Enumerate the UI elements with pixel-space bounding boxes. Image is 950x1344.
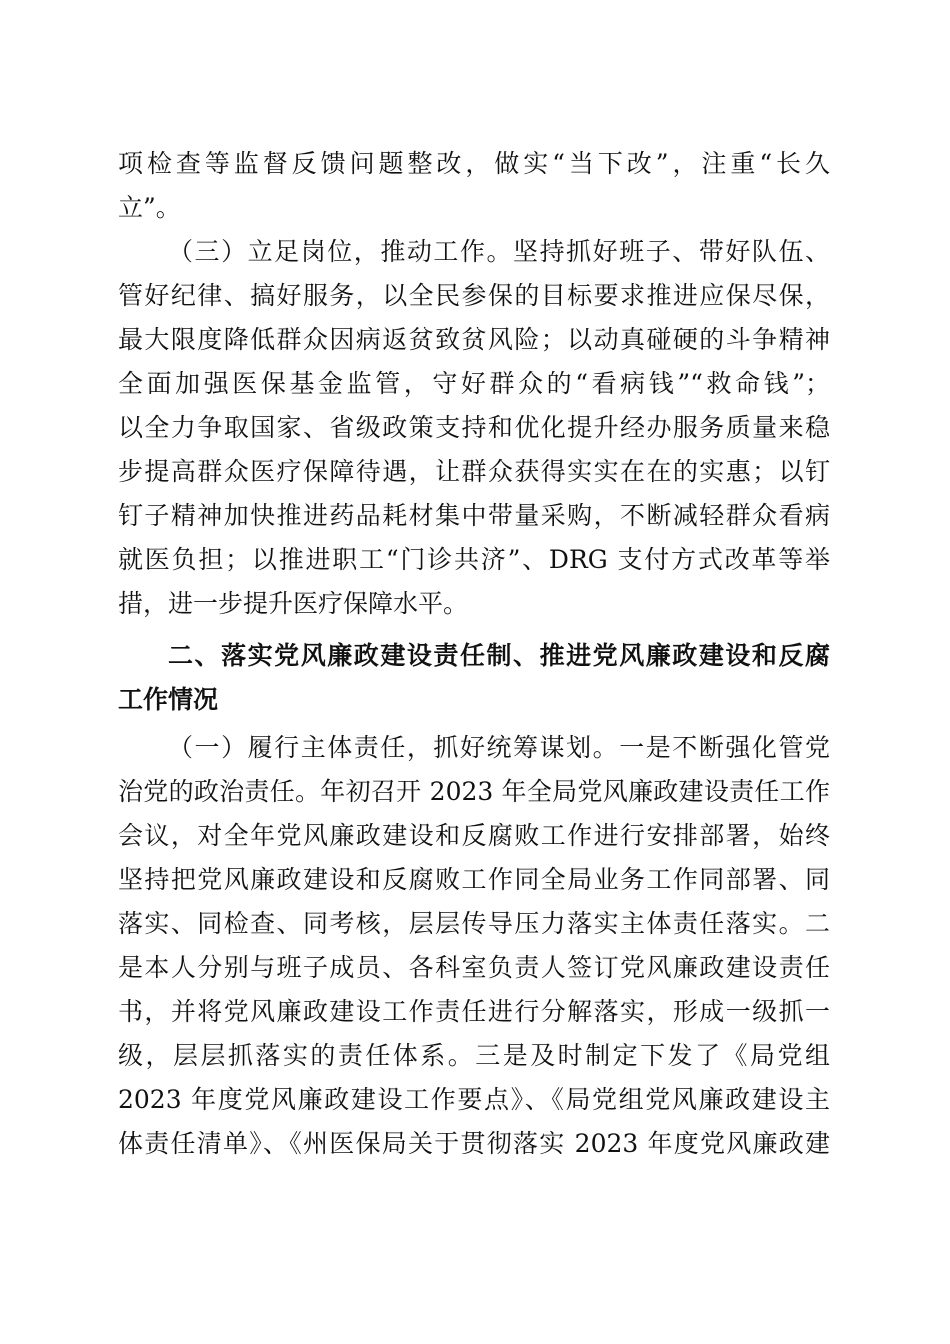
text-line: 书，并将党风廉政建设工作责任进行分解落实，形成一级抓一: [118, 997, 830, 1026]
text-line: 项检查等监督反馈问题整改，做实“当下改”，注重“长久: [118, 149, 830, 178]
text-line: 措，进一步提升医疗保障水平。: [118, 589, 469, 618]
text-line: 级，层层抓落实的责任体系。三是及时制定下发了《局党组: [118, 1041, 830, 1070]
section-heading-line: 二、落实党风廉政建设责任制、推进党风廉政建设和反腐: [168, 641, 830, 670]
text-line: 步提高群众医疗保障待遇，让群众获得实实在在的实惠；以钉: [118, 457, 830, 486]
text-line: 就医负担；以推进职工“门诊共济”、DRG 支付方式改革等举: [118, 545, 830, 574]
paragraph-start-line: （三）立足岗位，推动工作。坚持抓好班子、带好队伍、: [168, 237, 830, 266]
text-line: 体责任清单》、《州医保局关于贯彻落实 2023 年度党风廉政建: [118, 1129, 830, 1158]
paragraph-start-line: （一）履行主体责任，抓好统筹谋划。一是不断强化管党: [168, 733, 830, 762]
text-line: 2023 年度党风廉政建设工作要点》、《局党组党风廉政建设主: [118, 1085, 830, 1114]
text-line: 会议，对全年党风廉政建设和反腐败工作进行安排部署，始终: [118, 821, 830, 850]
text-line: 坚持把党风廉政建设和反腐败工作同全局业务工作同部署、同: [118, 865, 830, 894]
text-line: 以全力争取国家、省级政策支持和优化提升经办服务质量来稳: [118, 413, 830, 442]
text-line: 治党的政治责任。年初召开 2023 年全局党风廉政建设责任工作: [118, 777, 830, 806]
text-line: 管好纪律、搞好服务，以全民参保的目标要求推进应保尽保，: [118, 281, 830, 310]
text-line: 立”。: [118, 193, 181, 222]
text-line: 全面加强医保基金监管，守好群众的“看病钱”“救命钱”；: [118, 369, 830, 398]
text-line: 落实、同检查、同考核，层层传导压力落实主体责任落实。二: [118, 909, 830, 938]
text-line: 钉子精神加快推进药品耗材集中带量采购，不断减轻群众看病: [118, 501, 830, 530]
section-heading-line: 工作情况: [118, 685, 219, 714]
text-line: 最大限度降低群众因病返贫致贫风险；以动真碰硬的斗争精神: [118, 325, 830, 354]
text-line: 是本人分别与班子成员、各科室负责人签订党风廉政建设责任: [118, 953, 830, 982]
